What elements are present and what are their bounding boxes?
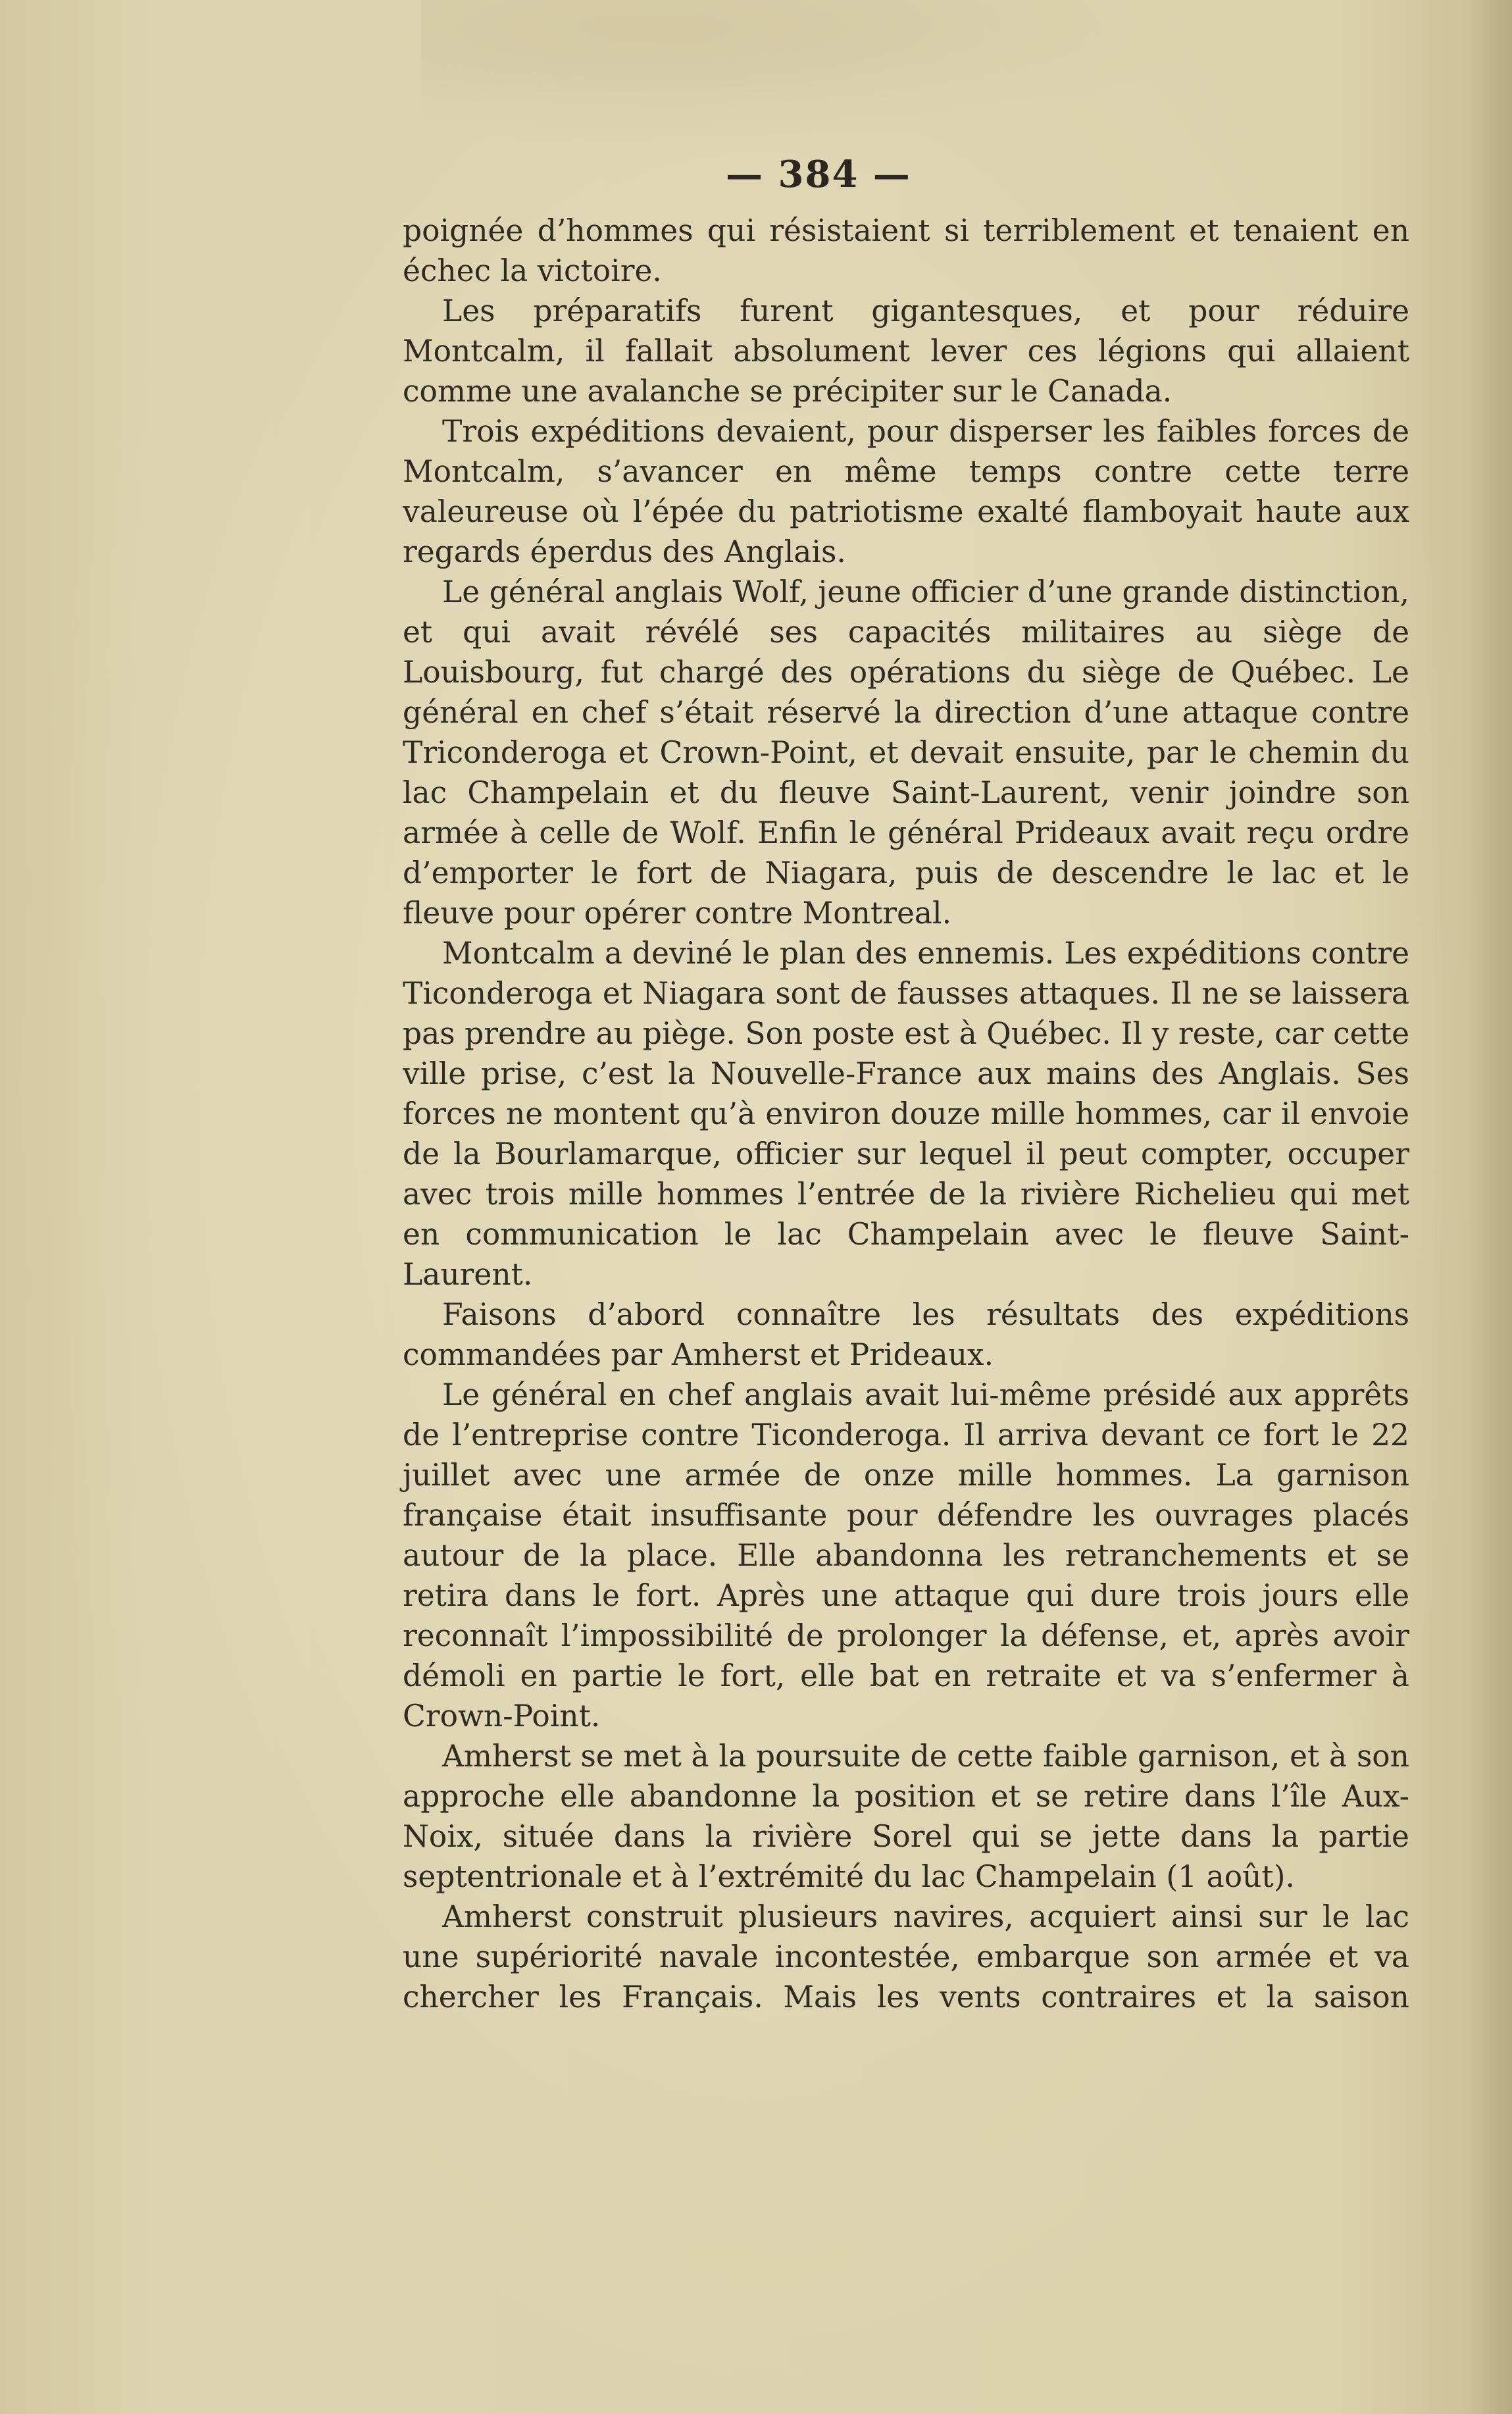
paragraph: Faisons d’abord connaître les résultats des expéditions commandées par Amherst et Prideaux. xyxy=(403,1297,1409,1372)
paragraph: Les préparatifs furent gigantesques, et pour réduire Montcalm, il fallait absolument lever ces légions qui allaient comme une avalanche se précipiter sur le Canada. xyxy=(403,294,1409,409)
paragraph: Montcalm a deviné le plan des ennemis. Les expéditions contre Ticonderoga et Niagara sont de fausses attaques. Il ne se laissera pas prendre au piège. Son poste est à Québec. Il y reste, car cette ville prise, c’est la Nouvelle-France aux mains des Anglais. Ses forces ne montent qu’à environ douze mille hommes, car il envoie de la Bourlamarque, officier sur lequel il peut compter, occuper avec trois mille hommes l’entrée de la rivière Richelieu qui met en communication le lac Champelain avec le fleuve Saint-Laurent. xyxy=(403,936,1409,1292)
paragraph: Trois expéditions devaient, pour disperser les faibles forces de Montcalm, s’avancer en même temps contre cette terre valeureuse où l’épée du patriotisme exalté flamboyait haute aux regards éperdus des Anglais. xyxy=(403,414,1409,569)
spine-shadow xyxy=(1466,0,1512,2414)
page-number: — 384 — xyxy=(726,153,911,196)
paragraph: Le général anglais Wolf, jeune officier d’une grande distinction, et qui avait révélé ses capacités militaires au siège de Louisbourg, fut chargé des opérations du siège de Québec. Le général en chef s’était réservé la direction d’une attaque contre Triconderoga et Crown-Point, et devait ensuite, par le chemin du lac Champelain et du fleuve Saint-Laurent, venir joindre son armée à celle de Wolf. Enfin le général Prideaux avait reçu ordre d’emporter le fort de Niagara, puis de descendre le lac et le fleuve pour opérer contre Montreal. xyxy=(403,575,1409,931)
paragraph: Amherst construit plusieurs navires, acquiert ainsi sur le lac une supériorité navale incontestée, embarque son armée et va chercher les Français. Mais les vents contraires et la saison xyxy=(403,1899,1409,2015)
body-text xyxy=(403,211,1409,2017)
paragraph: Amherst se met à la poursuite de cette faible garnison, et à son approche elle abandonne la position et se retire dans l’île Aux-Noix, située dans la rivière Sorel qui se jette dans la partie septentrionale et à l’extrémité du lac Champelain (1 août). xyxy=(403,1739,1409,1894)
paragraph: poignée d’hommes qui résistaient si terriblement et tenaient en échec la victoire. xyxy=(403,213,1409,288)
paragraph: Le général en chef anglais avait lui-même présidé aux apprêts de l’entreprise contre Ticonderoga. Il arriva devant ce fort le 22 juillet avec une armée de onze mille hommes. La garnison française était insuffisante pour défendre les ouvrages placés autour de la place. Elle abandonna les retranchements et se retira dans le fort. Après une attaque qui dure trois jours elle reconnaît l’impossibilité de prolonger la défense, et, après avoir démoli en partie le fort, elle bat en retraite et va s’enfermer à Crown-Point. xyxy=(403,1377,1409,1733)
paper-stain xyxy=(421,0,1211,145)
